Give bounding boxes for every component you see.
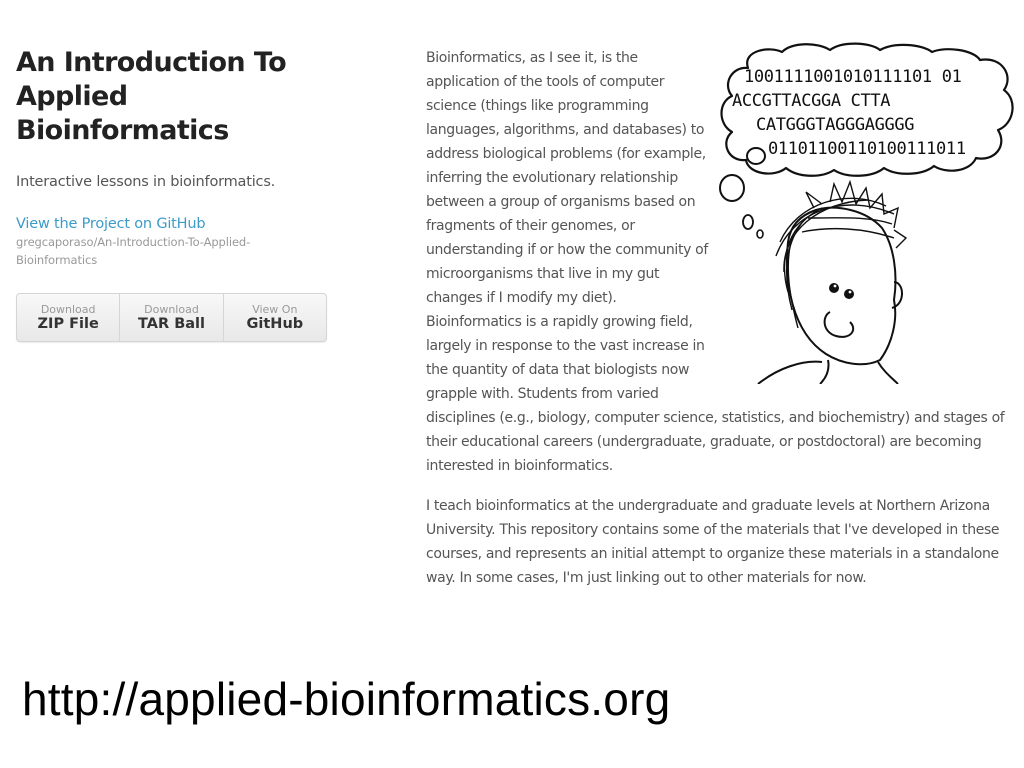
download-tarball-button[interactable] xyxy=(120,294,223,341)
bubble-line-binary-1: 1001111001010111101 01 xyxy=(744,67,962,87)
github-project-link[interactable]: View the Project on GitHub xyxy=(16,216,206,232)
view-on-github-label: GitHub xyxy=(246,315,304,332)
github-repo-path: gregcaporaso/An-Introduction-To-Applied-Bioinformatics xyxy=(16,235,251,267)
teaching-paragraph: I teach bioinformatics at the undergraduate and graduate levels at Northern Arizona University. This repository contains some of the materials that I've developed in these courses, and represents an initial attempt to organize these materials in a standalone way. In some cases, I'm just linking out to other materials for now. xyxy=(426,498,1000,586)
tagline: Interactive lessons in bioinformatics. xyxy=(16,174,276,190)
view-on-github-caption: View On xyxy=(252,302,298,316)
download-tarball-label: TAR Ball xyxy=(138,315,205,332)
bubble-line-dna-2: CATGGGTAGGGAGGGG xyxy=(756,115,915,135)
download-zip-caption: Download xyxy=(40,302,96,316)
view-on-github-button[interactable] xyxy=(224,294,326,341)
bubble-line-dna-1: ACCGTTACGGA CTTA xyxy=(732,91,891,111)
bubble-line-binary-2: 01101100110100111011 xyxy=(768,139,966,159)
download-tarball-caption: Download xyxy=(144,302,199,316)
bioinformatician-thought-illustration xyxy=(718,42,1022,384)
page-title: An Introduction To Applied Bioinformatics xyxy=(16,47,287,146)
download-zip-button[interactable] xyxy=(17,294,120,341)
main-content xyxy=(426,46,1006,590)
sidebar xyxy=(16,46,336,342)
intro-paragraph: Bioinformatics, as I see it, is the application of the tools of computer science (things like programming languages, algorithms, and databases) to address biological problems (for example, inferring the evolutionary relationship between a group of organisms based on fragments of their genomes, or understanding if or how the community of microorganisms that live in my gut changes if I modify my diet). Bioinformatics is a rapidly growing field, largely in response to the vast increase in the quantity of data that biologists now grapple with. Students from varied disciplines (e.g., biology, computer science, statistics, and biochemistry) and stages of their educational careers (undergraduate, graduate, or postdoctoral) are becoming interested in bioinformatics. xyxy=(426,50,1005,474)
download-button-group xyxy=(16,293,327,342)
site-url-caption: http://applied-bioinformatics.org xyxy=(22,673,671,725)
download-zip-label: ZIP File xyxy=(37,315,99,332)
